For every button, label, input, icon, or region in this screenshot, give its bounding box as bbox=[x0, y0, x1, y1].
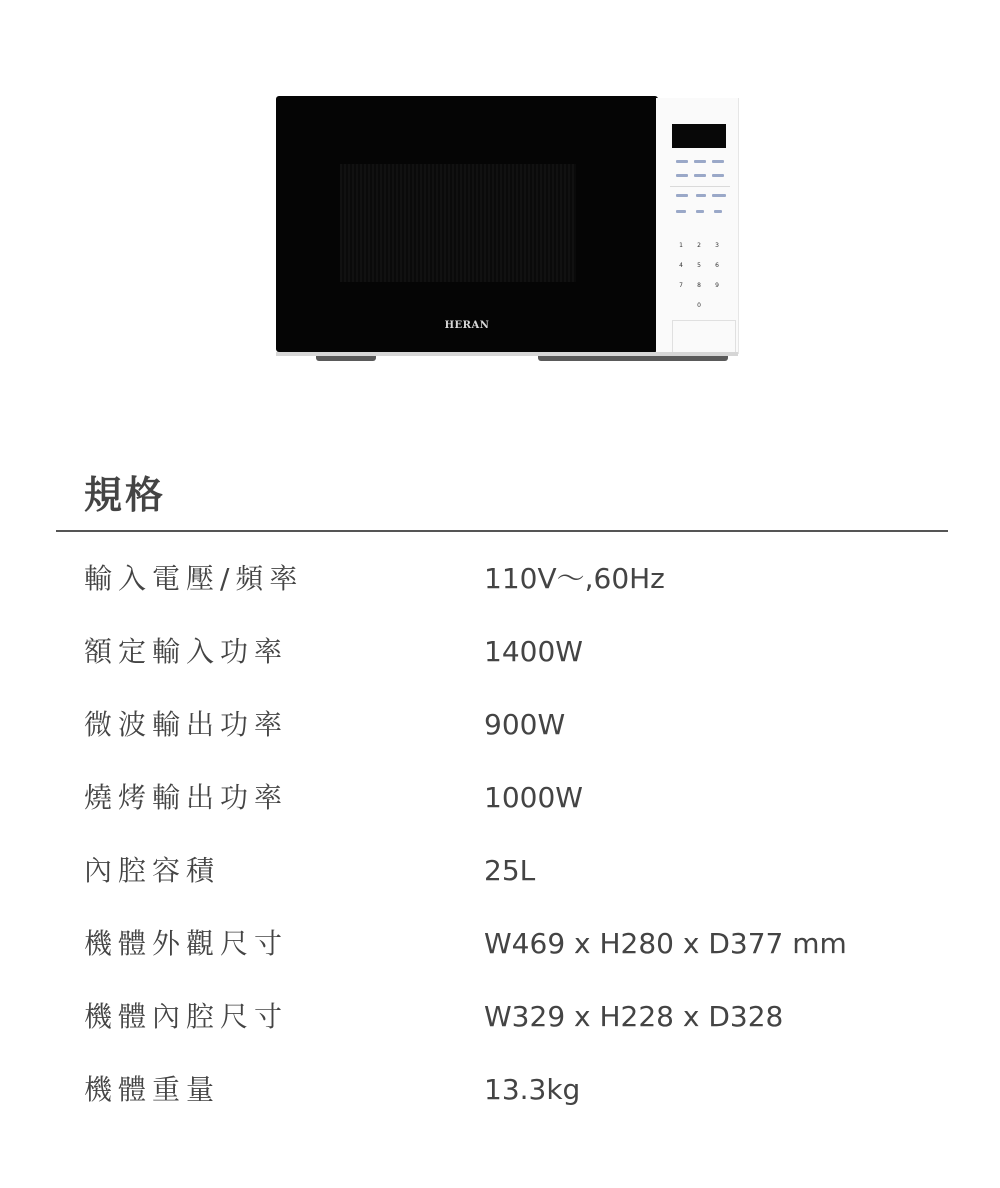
spec-value: 25L bbox=[484, 854, 536, 887]
number-keypad bbox=[672, 232, 728, 312]
keypad-key: 5 bbox=[697, 262, 701, 269]
microwave-door bbox=[276, 96, 658, 352]
control-panel bbox=[656, 98, 739, 354]
keypad-key: 6 bbox=[715, 262, 719, 269]
spec-row bbox=[0, 921, 1000, 971]
spec-label: 微波輸出功率 bbox=[84, 708, 289, 741]
panel-button-marking bbox=[696, 194, 706, 197]
panel-divider bbox=[670, 186, 730, 187]
panel-button-marking bbox=[676, 194, 688, 197]
spec-label: 額定輸入功率 bbox=[84, 635, 289, 668]
panel-button-marking bbox=[694, 160, 706, 163]
digital-display bbox=[672, 124, 726, 148]
spec-value: 1400W bbox=[484, 635, 583, 668]
microwave-foot bbox=[316, 356, 376, 361]
keypad-key: 2 bbox=[697, 242, 701, 249]
spec-label: 機體重量 bbox=[84, 1073, 221, 1106]
spec-value: W469 x H280 x D377 mm bbox=[484, 927, 847, 960]
spec-value: 13.3kg bbox=[484, 1073, 581, 1106]
microwave-foot bbox=[538, 356, 728, 361]
microwave-window bbox=[340, 164, 576, 282]
panel-button-marking bbox=[676, 174, 688, 177]
spec-value: 1000W bbox=[484, 781, 583, 814]
panel-button-marking bbox=[712, 160, 724, 163]
panel-button-marking bbox=[712, 174, 724, 177]
panel-button-marking bbox=[714, 210, 722, 213]
panel-button-marking bbox=[676, 210, 686, 213]
spec-row bbox=[0, 1067, 1000, 1117]
spec-row bbox=[0, 556, 1000, 606]
spec-row bbox=[0, 702, 1000, 752]
spec-section-title: 規格 bbox=[84, 473, 167, 517]
spec-label: 輸入電壓/頻率 bbox=[84, 562, 304, 595]
brand-logo: HERAN bbox=[444, 320, 490, 331]
microwave-product-image bbox=[272, 94, 742, 366]
keypad-key: 8 bbox=[697, 282, 701, 289]
spec-label: 機體內腔尺寸 bbox=[84, 1000, 289, 1033]
spec-label: 燒烤輸出功率 bbox=[84, 781, 289, 814]
keypad-key: 1 bbox=[679, 242, 683, 249]
spec-row bbox=[0, 629, 1000, 679]
spec-value: 110V～,60Hz bbox=[484, 562, 665, 595]
panel-button-marking bbox=[694, 174, 706, 177]
spec-label: 內腔容積 bbox=[84, 854, 221, 887]
spec-label: 機體外觀尺寸 bbox=[84, 927, 289, 960]
title-divider bbox=[56, 530, 948, 532]
keypad-key: 4 bbox=[679, 262, 683, 269]
spec-row bbox=[0, 994, 1000, 1044]
keypad-key: 0 bbox=[697, 302, 701, 309]
panel-button-marking bbox=[676, 160, 688, 163]
panel-button-marking bbox=[712, 194, 726, 197]
keypad-key: 9 bbox=[715, 282, 719, 289]
panel-button-marking bbox=[696, 210, 704, 213]
spec-row bbox=[0, 775, 1000, 825]
spec-value: W329 x H228 x D328 bbox=[484, 1000, 784, 1033]
spec-row bbox=[0, 848, 1000, 898]
door-release-panel bbox=[672, 320, 736, 356]
spec-value: 900W bbox=[484, 708, 566, 741]
keypad-key: 7 bbox=[679, 282, 683, 289]
keypad-key: 3 bbox=[715, 242, 719, 249]
